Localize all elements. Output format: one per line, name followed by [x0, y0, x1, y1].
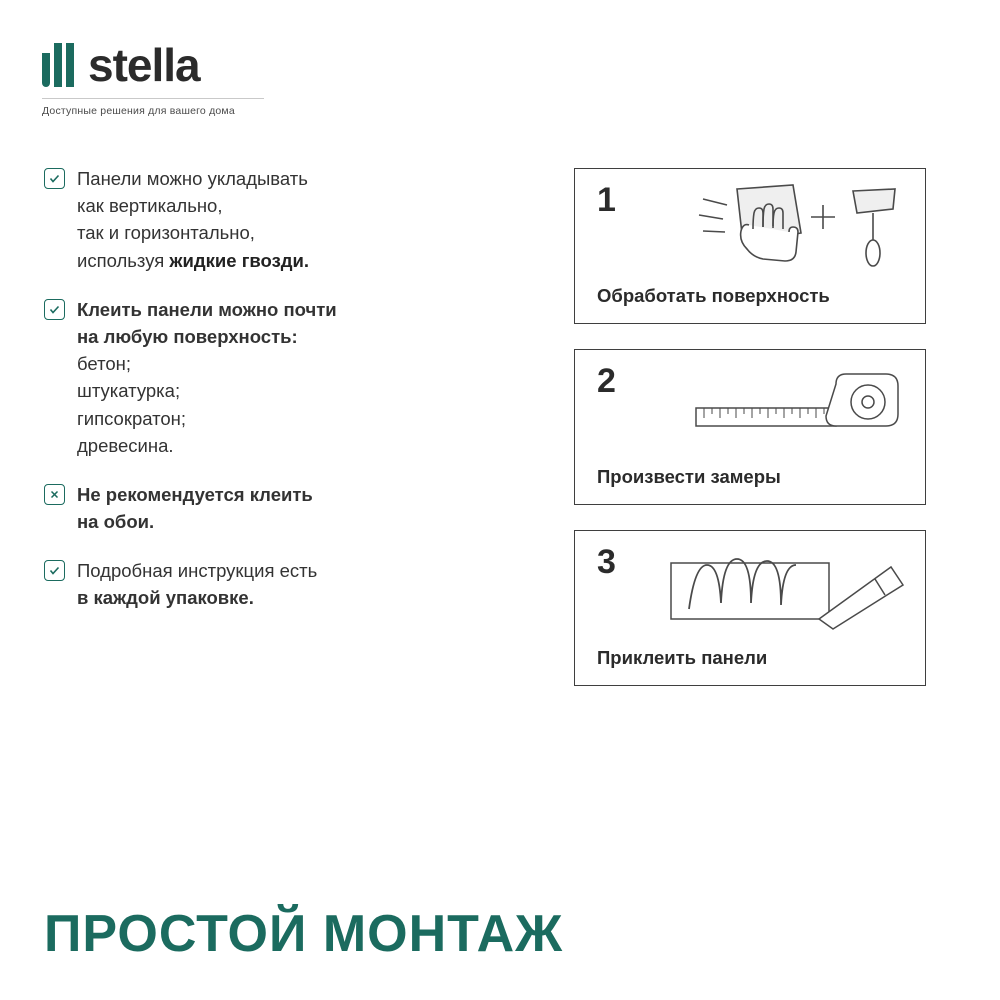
page-title: ПРОСТОЙ МОНТАЖ: [44, 905, 564, 963]
check-box-icon: [44, 560, 65, 581]
list-item-text: [77, 481, 313, 535]
line: в каждой упаковке.: [77, 587, 254, 609]
line: штукатурка;: [77, 380, 181, 402]
step-card-1: [574, 168, 926, 324]
list-item-text: [77, 557, 317, 611]
step-label: Произвести замеры: [597, 466, 781, 487]
feature-list: [44, 165, 504, 634]
step-number: 2: [597, 362, 616, 400]
line: Клеить панели можно почти: [77, 298, 337, 320]
list-item-text: [77, 296, 337, 459]
step-number: 1: [597, 181, 616, 219]
list-item: [44, 557, 504, 611]
line-plain: используя: [77, 249, 170, 271]
line: бетон;: [77, 353, 131, 375]
list-item: [44, 481, 504, 535]
logo-row: [42, 39, 462, 91]
line: так и горизонтально,: [77, 222, 255, 244]
brand-tagline: Доступные решения для вашего дома: [42, 98, 264, 117]
line: [77, 247, 309, 274]
list-item-text: [77, 165, 309, 274]
line: Подробная инструкция есть: [77, 560, 318, 582]
list-item: [44, 165, 504, 274]
line: Панели можно укладывать: [77, 168, 308, 189]
list-item: [44, 296, 504, 459]
line-emphasis: жидкие гвозди.: [169, 249, 310, 271]
line: на обои.: [77, 511, 155, 533]
stella-bars-logo-icon: [42, 43, 74, 87]
cross-box-icon: [44, 484, 65, 505]
step-card-3: [574, 530, 926, 686]
line: как вертикально,: [77, 195, 223, 217]
line: на любую поверхность:: [77, 325, 298, 347]
step-label: Обработать поверхность: [597, 285, 830, 306]
brand-name: stella: [88, 39, 200, 91]
step-number: 3: [597, 543, 616, 581]
step-card-2: [574, 349, 926, 505]
hand-cloth-plus-spatula-icon: [697, 183, 907, 284]
line: гипсократон;: [77, 407, 187, 429]
check-box-icon: [44, 299, 65, 320]
glue-bead-panel-icon: [667, 545, 907, 642]
steps-column: [574, 168, 926, 711]
tape-measure-icon: [692, 364, 907, 457]
check-box-icon: [44, 168, 65, 189]
brand-logo: [42, 39, 462, 117]
line: древесина.: [77, 434, 174, 456]
line: Не рекомендуется клеить: [77, 483, 313, 505]
step-label: Приклеить панели: [597, 647, 768, 668]
